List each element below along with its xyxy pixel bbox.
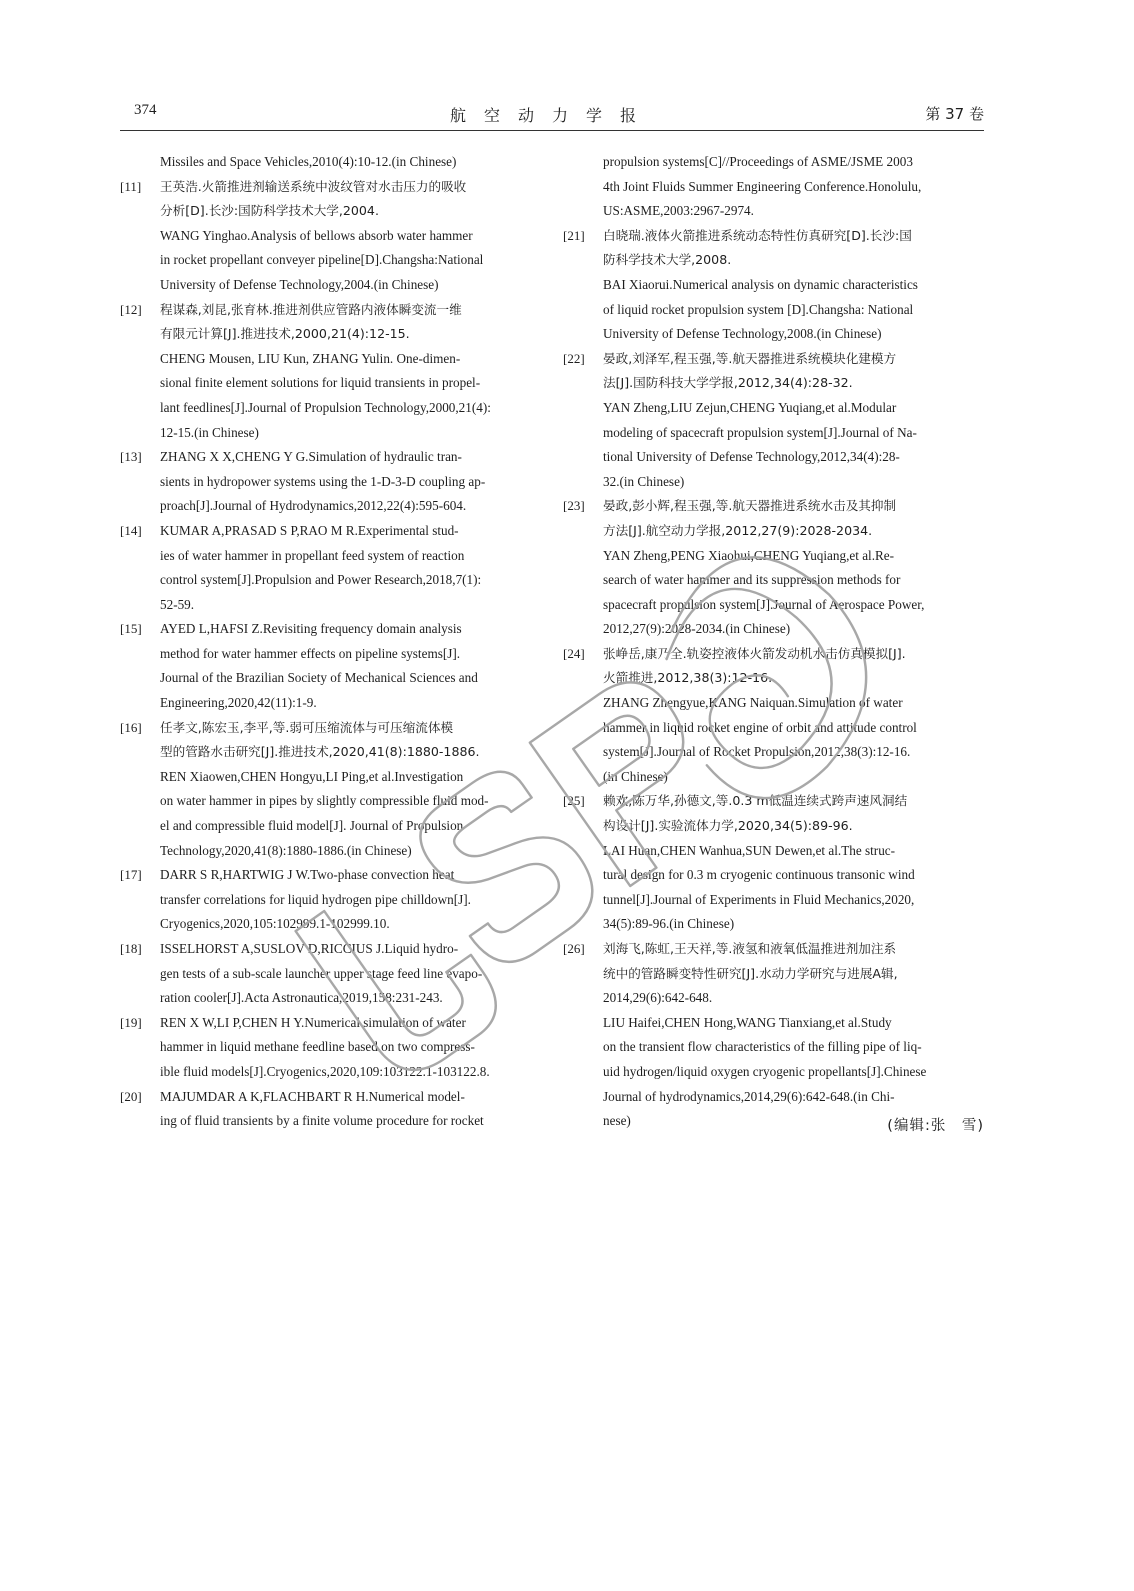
references-left-column	[120, 150, 540, 1134]
reference-line: 2014,29(6):642-648.	[603, 990, 713, 1006]
reference-line: lant feedlines[J].Journal of Propulsion Technology,2000,21(4):	[160, 399, 491, 415]
reference-line: Journal of hydrodynamics,2014,29(6):642-648.(in Chi-	[603, 1088, 895, 1104]
reference-line: 52-59.	[160, 596, 195, 612]
reference-entry	[120, 1085, 540, 1134]
reference-text	[160, 617, 540, 715]
page-number: 374	[134, 102, 157, 118]
reference-line: in rocket propellant conveyer pipeline[D].Changsha:National	[160, 252, 484, 268]
reference-number: [15]	[120, 621, 142, 637]
reference-text	[603, 347, 983, 495]
reference-line: sional finite element solutions for liquid transients in propel-	[160, 375, 481, 391]
reference-line: 法[J].国防科技大学学报,2012,34(4):28-32.	[603, 375, 853, 391]
journal-title: 航空动力学报	[449, 106, 654, 125]
reference-line: ing of fluid transients by a finite volume procedure for rocket	[160, 1113, 484, 1129]
reference-line: MAJUMDAR A K,FLACHBART R H.Numerical model-	[160, 1088, 465, 1104]
reference-entry	[120, 519, 540, 617]
reference-number: [12]	[120, 301, 142, 317]
reference-line: Engineering,2020,42(11):1-9.	[160, 695, 317, 711]
reference-line: 12-15.(in Chinese)	[160, 424, 259, 440]
reference-line: propulsion systems[C]//Proceedings of ASME/JSME 2003	[603, 154, 913, 169]
reference-line: REN Xiaowen,CHEN Hongyu,LI Ping,et al.Investigation	[160, 768, 464, 784]
reference-line: uid hydrogen/liquid oxygen cryogenic propellants[J].Chinese	[603, 1063, 927, 1079]
reference-number: [26]	[563, 941, 585, 956]
reference-text	[160, 716, 540, 864]
reference-line: on the transient flow characteristics of the filling pipe of liq-	[603, 1039, 922, 1055]
reference-text	[160, 519, 540, 617]
reference-line: YAN Zheng,PENG Xiaohui,CHENG Yuqiang,et al.Re-	[603, 547, 895, 563]
reference-line: LAI Huan,CHEN Wanhua,SUN Dewen,et al.The struc-	[603, 842, 896, 858]
references-right-column	[563, 150, 983, 1134]
volume-label: 第 37 卷	[925, 105, 984, 123]
reference-line: Cryogenics,2020,105:102999.1-102999.10.	[160, 916, 390, 932]
reference-line: 有限元计算[J].推进技术,2000,21(4):12-15.	[160, 326, 410, 342]
reference-line: Technology,2020,41(8):1880-1886.(in Chinese)	[160, 842, 412, 858]
reference-number: [14]	[120, 522, 142, 538]
reference-text	[603, 789, 983, 937]
reference-number: [19]	[120, 1014, 142, 1030]
reference-entry	[120, 298, 540, 446]
reference-line: CHENG Mousen, LIU Kun, ZHANG Yulin. One-dimen-	[160, 350, 461, 366]
reference-entry	[563, 494, 983, 642]
reference-entry	[120, 150, 540, 175]
reference-line: AYED L,HAFSI Z.Revisiting frequency domain analysis	[160, 621, 462, 637]
reference-line: 王英浩.火箭推进剂输送系统中波纹管对水击压力的吸收	[160, 178, 467, 194]
reference-line: 32.(in Chinese)	[603, 473, 685, 489]
reference-line: modeling of spacecraft propulsion system[J].Journal of Na-	[603, 424, 917, 440]
reference-line: 34(5):89-96.(in Chinese)	[603, 916, 735, 932]
reference-line: tural design for 0.3 m cryogenic continuous transonic wind	[603, 867, 915, 883]
reference-line: nese)	[603, 1113, 631, 1129]
reference-line: 统中的管路瞬变特性研究[J].水动力学研究与进展A辑,	[603, 965, 898, 981]
reference-line: DARR S R,HARTWIG J W.Two-phase convection heat	[160, 867, 455, 883]
reference-text	[160, 150, 540, 175]
reference-entry	[120, 937, 540, 1011]
reference-line: ration cooler[J].Acta Astronautica,2019,158:231-243.	[160, 990, 443, 1006]
reference-line: University of Defense Technology,2008.(in Chinese)	[603, 326, 882, 342]
reference-line: 白晓瑞.液体火箭推进系统动态特性仿真研究[D].长沙:国	[603, 227, 912, 243]
reference-line: control system[J].Propulsion and Power Research,2018,7(1):	[160, 572, 482, 588]
reference-text	[603, 494, 983, 642]
reference-number: [25]	[563, 793, 585, 809]
header-rule	[120, 130, 984, 131]
reference-line: tunnel[J].Journal of Experiments in Fluid Mechanics,2020,	[603, 891, 915, 907]
reference-line: BAI Xiaorui.Numerical analysis on dynamic characteristics	[603, 276, 918, 292]
reference-line: 2012,27(9):2028-2034.(in Chinese)	[603, 621, 791, 637]
reference-line: el and compressible fluid model[J]. Journal of Propulsion	[160, 818, 464, 834]
reference-line: method for water hammer effects on pipeline systems[J].	[160, 645, 461, 661]
reference-text	[160, 175, 540, 298]
reference-number: [22]	[563, 350, 585, 366]
reference-text	[603, 642, 983, 790]
reference-line: gen tests of a sub-scale launcher upper stage feed line evapo-	[160, 965, 483, 981]
reference-text	[160, 298, 540, 446]
reference-number: [11]	[120, 178, 142, 194]
reference-line: 张峥岳,康乃全.轨姿控液体火箭发动机水击仿真模拟[J].	[603, 645, 906, 661]
reference-line: on water hammer in pipes by slightly compressible fluid mod-	[160, 793, 489, 809]
reference-entry	[563, 937, 983, 1134]
reference-line: University of Defense Technology,2004.(in Chinese)	[160, 276, 439, 292]
reference-text	[160, 1011, 540, 1085]
editor-note: (编辑:张 雪)	[887, 1118, 984, 1134]
reference-entry	[563, 789, 983, 937]
running-header	[120, 100, 984, 126]
reference-line: KUMAR A,PRASAD S P,RAO M R.Experimental stud-	[160, 522, 459, 538]
reference-line: ZHANG Zhengyue,KANG Naiquan.Simulation of water	[603, 695, 903, 711]
reference-text	[160, 937, 540, 1011]
reference-entry	[563, 642, 983, 790]
reference-line: 程谋森,刘昆,张育林.推进剂供应管路内液体瞬变流一维	[160, 301, 462, 317]
reference-line: hammer in liquid rocket engine of orbit and attitude control	[603, 719, 917, 735]
reference-line: Missiles and Space Vehicles,2010(4):10-12.(in Chinese)	[160, 154, 457, 169]
reference-line: US:ASME,2003:2967-2974.	[603, 203, 754, 219]
reference-line: transfer correlations for liquid hydrogen pipe chilldown[J].	[160, 891, 471, 907]
reference-entry	[563, 150, 983, 224]
reference-text	[160, 445, 540, 519]
reference-text	[603, 150, 983, 224]
reference-number: [21]	[563, 227, 585, 243]
reference-line: REN X W,LI P,CHEN H Y.Numerical simulation of water	[160, 1014, 466, 1030]
reference-line: spacecraft propulsion system[J].Journal of Aerospace Power,	[603, 596, 925, 612]
reference-line: WANG Yinghao.Analysis of bellows absorb water hammer	[160, 227, 473, 243]
reference-entry	[120, 1011, 540, 1085]
reference-line: 火箭推进,2012,38(3):12-16.	[603, 670, 773, 686]
reference-line: 4th Joint Fluids Summer Engineering Conference.Honolulu,	[603, 178, 922, 194]
reference-line: 分析[D].长沙:国防科学技术大学,2004.	[160, 203, 379, 219]
reference-line: ZHANG X X,CHENG Y G.Simulation of hydraulic tran-	[160, 449, 462, 465]
reference-line: YAN Zheng,LIU Zejun,CHENG Yuqiang,et al.Modular	[603, 399, 897, 415]
reference-line: ible fluid models[J].Cryogenics,2020,109:103122.1-103122.8.	[160, 1063, 490, 1079]
reference-entry	[120, 863, 540, 937]
reference-number: [18]	[120, 941, 142, 956]
reference-number: [24]	[563, 645, 585, 661]
reference-entry	[563, 347, 983, 495]
reference-entry	[563, 224, 983, 347]
reference-line: system[J].Journal of Rocket Propulsion,2012,38(3):12-16.	[603, 744, 911, 760]
reference-line: 刘海飞,陈虹,王天祥,等.液氢和液氧低温推进剂加注系	[603, 941, 897, 956]
reference-line: of liquid rocket propulsion system [D].Changsha: National	[603, 301, 914, 317]
reference-number: [17]	[120, 867, 142, 883]
reference-text	[603, 937, 983, 1134]
reference-entry	[120, 445, 540, 519]
reference-line: ies of water hammer in propellant feed system of reaction	[160, 547, 465, 563]
reference-number: [13]	[120, 449, 142, 465]
reference-line: tional University of Defense Technology,2012,34(4):28-	[603, 449, 900, 465]
reference-line: 晏政,刘泽军,程玉强,等.航天器推进系统模块化建模方	[603, 350, 897, 366]
reference-line: 防科学技术大学,2008.	[603, 252, 732, 268]
reference-line: 构设计[J].实验流体力学,2020,34(5):89-96.	[603, 818, 853, 834]
reference-line: LIU Haifei,CHEN Hong,WANG Tianxiang,et al.Study	[603, 1014, 892, 1030]
reference-line: Journal of the Brazilian Society of Mechanical Sciences and	[160, 670, 478, 686]
reference-number: [23]	[563, 498, 585, 514]
reference-line: hammer in liquid methane feedline based on two compress-	[160, 1039, 475, 1055]
reference-line: 晏政,彭小辉,程玉强,等.航天器推进系统水击及其抑制	[603, 498, 897, 514]
reference-line: (in Chinese)	[603, 768, 668, 784]
reference-entry	[120, 617, 540, 715]
reference-line: 任孝文,陈宏玉,李平,等.弱可压缩流体与可压缩流体模	[160, 719, 454, 735]
reference-line: proach[J].Journal of Hydrodynamics,2012,22(4):595-604.	[160, 498, 467, 514]
reference-line: 型的管路水击研究[J].推进技术,2020,41(8):1880-1886.	[160, 744, 480, 760]
reference-text	[603, 224, 983, 347]
reference-text	[160, 863, 540, 937]
reference-line: ISSELHORST A,SUSLOV D,RICCIUS J.Liquid hydro-	[160, 941, 459, 956]
reference-entry	[120, 175, 540, 298]
reference-line: search of water hammer and its suppression methods for	[603, 572, 901, 588]
reference-text	[160, 1085, 540, 1134]
reference-entry	[120, 716, 540, 864]
reference-line: sients in hydropower systems using the 1-D-3-D coupling ap-	[160, 473, 486, 489]
reference-number: [16]	[120, 719, 142, 735]
reference-number: [20]	[120, 1088, 142, 1104]
reference-line: 方法[J].航空动力学报,2012,27(9):2028-2034.	[603, 522, 873, 538]
reference-line: 赖欢,陈万华,孙德文,等.0.3 m低温连续式跨声速风洞结	[603, 793, 908, 809]
